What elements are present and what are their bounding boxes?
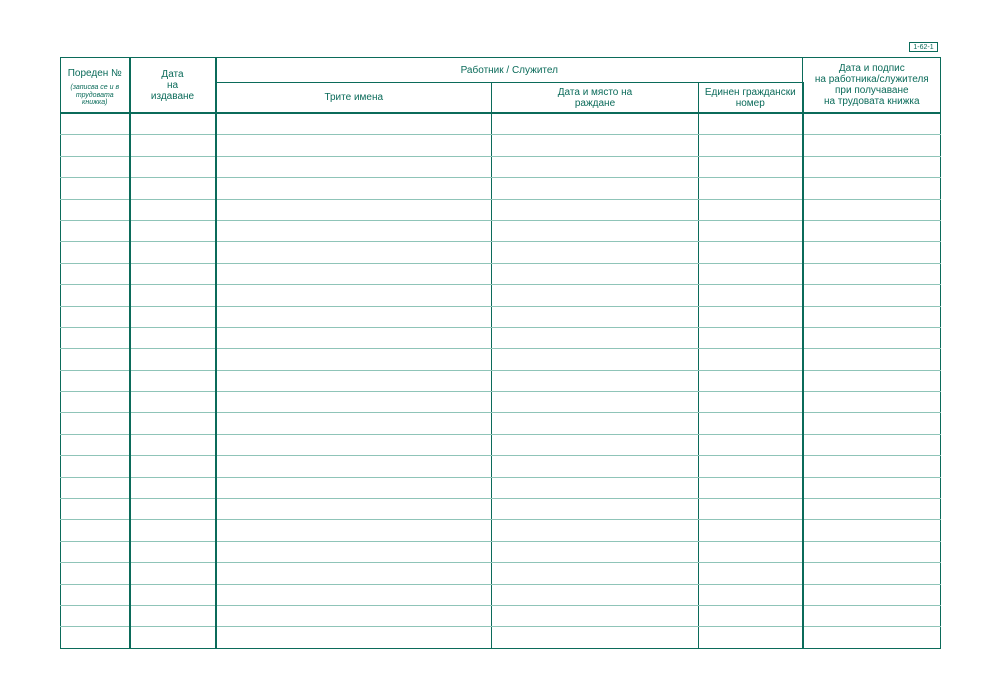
cell-personal-id[interactable]: [699, 220, 803, 241]
table-row: [61, 178, 941, 199]
cell-serial-no[interactable]: [61, 456, 130, 477]
cell-serial-no[interactable]: [61, 413, 130, 434]
table-row: [61, 605, 941, 626]
cell-receipt-signature[interactable]: [803, 327, 941, 348]
cell-serial-no[interactable]: [61, 563, 130, 584]
cell-personal-id[interactable]: [699, 392, 803, 413]
cell-serial-no[interactable]: [61, 327, 130, 348]
cell-issue-date[interactable]: [130, 456, 216, 477]
cell-receipt-signature[interactable]: [803, 306, 941, 327]
cell-full-name[interactable]: [216, 434, 492, 455]
cell-full-name[interactable]: [216, 263, 492, 284]
cell-full-name[interactable]: [216, 327, 492, 348]
cell-serial-no[interactable]: [61, 499, 130, 520]
cell-receipt-signature[interactable]: [803, 349, 941, 370]
cell-serial-no[interactable]: [61, 584, 130, 605]
cell-birth-date-place[interactable]: [492, 456, 699, 477]
cell-birth-date-place[interactable]: [492, 434, 699, 455]
cell-full-name[interactable]: [216, 605, 492, 626]
cell-full-name[interactable]: [216, 220, 492, 241]
cell-birth-date-place[interactable]: [492, 520, 699, 541]
cell-personal-id[interactable]: [699, 306, 803, 327]
cell-receipt-signature[interactable]: [803, 370, 941, 391]
cell-receipt-signature[interactable]: [803, 178, 941, 199]
table-row: [61, 541, 941, 562]
cell-full-name[interactable]: [216, 499, 492, 520]
cell-issue-date[interactable]: [130, 563, 216, 584]
cell-issue-date[interactable]: [130, 242, 216, 263]
table-row: [61, 220, 941, 241]
form-code: 1-62-1: [909, 42, 938, 52]
cell-personal-id[interactable]: [699, 477, 803, 498]
cell-receipt-signature[interactable]: [803, 584, 941, 605]
table-row: [61, 477, 941, 498]
cell-receipt-signature[interactable]: [803, 434, 941, 455]
cell-birth-date-place[interactable]: [492, 285, 699, 306]
table-row: [61, 392, 941, 413]
table-row: [61, 520, 941, 541]
cell-issue-date[interactable]: [130, 327, 216, 348]
cell-birth-date-place[interactable]: [492, 605, 699, 626]
cell-personal-id[interactable]: [699, 520, 803, 541]
cell-receipt-signature[interactable]: [803, 456, 941, 477]
cell-personal-id[interactable]: [699, 434, 803, 455]
cell-personal-id[interactable]: [699, 242, 803, 263]
table-row: [61, 413, 941, 434]
cell-birth-date-place[interactable]: [492, 563, 699, 584]
cell-serial-no[interactable]: [61, 627, 130, 648]
cell-receipt-signature[interactable]: [803, 605, 941, 626]
table-row: [61, 627, 941, 648]
cell-personal-id[interactable]: [699, 627, 803, 648]
cell-receipt-signature[interactable]: [803, 113, 941, 135]
cell-serial-no[interactable]: [61, 220, 130, 241]
cell-personal-id[interactable]: [699, 156, 803, 177]
cell-receipt-signature[interactable]: [803, 627, 941, 648]
cell-serial-no[interactable]: [61, 242, 130, 263]
cell-receipt-signature[interactable]: [803, 541, 941, 562]
cell-serial-no[interactable]: [61, 263, 130, 284]
cell-receipt-signature[interactable]: [803, 413, 941, 434]
table-row: [61, 113, 941, 135]
cell-full-name[interactable]: [216, 306, 492, 327]
cell-full-name[interactable]: [216, 541, 492, 562]
cell-personal-id[interactable]: [699, 285, 803, 306]
cell-receipt-signature[interactable]: [803, 285, 941, 306]
cell-personal-id[interactable]: [699, 199, 803, 220]
header-serial-no-note: (записва се и в трудовата книжка): [70, 84, 120, 107]
cell-personal-id[interactable]: [699, 413, 803, 434]
cell-birth-date-place[interactable]: [492, 499, 699, 520]
cell-birth-date-place[interactable]: [492, 370, 699, 391]
cell-issue-date[interactable]: [130, 499, 216, 520]
cell-personal-id[interactable]: [699, 327, 803, 348]
cell-serial-no[interactable]: [61, 520, 130, 541]
table-row: [61, 456, 941, 477]
table-row: [61, 242, 941, 263]
header-issue-date: Дата на издаване: [130, 58, 216, 114]
table-row: [61, 156, 941, 177]
table-row: [61, 263, 941, 284]
cell-serial-no[interactable]: [61, 199, 130, 220]
cell-birth-date-place[interactable]: [492, 413, 699, 434]
cell-receipt-signature[interactable]: [803, 520, 941, 541]
cell-issue-date[interactable]: [130, 434, 216, 455]
cell-issue-date[interactable]: [130, 627, 216, 648]
cell-full-name[interactable]: [216, 520, 492, 541]
cell-serial-no[interactable]: [61, 477, 130, 498]
cell-receipt-signature[interactable]: [803, 135, 941, 156]
cell-full-name[interactable]: [216, 563, 492, 584]
cell-receipt-signature[interactable]: [803, 242, 941, 263]
cell-birth-date-place[interactable]: [492, 477, 699, 498]
cell-full-name[interactable]: [216, 199, 492, 220]
cell-birth-date-place[interactable]: [492, 242, 699, 263]
cell-serial-no[interactable]: [61, 541, 130, 562]
register-table: [60, 57, 941, 649]
cell-full-name[interactable]: [216, 285, 492, 306]
cell-serial-no[interactable]: [61, 434, 130, 455]
cell-birth-date-place[interactable]: [492, 199, 699, 220]
cell-issue-date[interactable]: [130, 413, 216, 434]
cell-birth-date-place[interactable]: [492, 263, 699, 284]
cell-issue-date[interactable]: [130, 199, 216, 220]
cell-personal-id[interactable]: [699, 135, 803, 156]
cell-birth-date-place[interactable]: [492, 392, 699, 413]
cell-issue-date[interactable]: [130, 370, 216, 391]
table-row: [61, 306, 941, 327]
cell-personal-id[interactable]: [699, 370, 803, 391]
cell-full-name[interactable]: [216, 242, 492, 263]
cell-birth-date-place[interactable]: [492, 135, 699, 156]
cell-receipt-signature[interactable]: [803, 499, 941, 520]
header-birth-date-place: Дата и място на раждане: [492, 83, 699, 114]
table-row: [61, 584, 941, 605]
cell-receipt-signature[interactable]: [803, 563, 941, 584]
cell-personal-id[interactable]: [699, 349, 803, 370]
cell-issue-date[interactable]: [130, 349, 216, 370]
cell-receipt-signature[interactable]: [803, 156, 941, 177]
cell-birth-date-place[interactable]: [492, 327, 699, 348]
register-body: [61, 113, 941, 648]
table-row: [61, 285, 941, 306]
cell-issue-date[interactable]: [130, 113, 216, 135]
cell-full-name[interactable]: [216, 349, 492, 370]
cell-personal-id[interactable]: [699, 584, 803, 605]
cell-full-name[interactable]: [216, 392, 492, 413]
table-row: [61, 499, 941, 520]
cell-issue-date[interactable]: [130, 220, 216, 241]
cell-full-name[interactable]: [216, 413, 492, 434]
cell-birth-date-place[interactable]: [492, 306, 699, 327]
cell-birth-date-place[interactable]: [492, 178, 699, 199]
cell-birth-date-place[interactable]: [492, 349, 699, 370]
cell-serial-no[interactable]: [61, 370, 130, 391]
cell-serial-no[interactable]: [61, 306, 130, 327]
cell-personal-id[interactable]: [699, 541, 803, 562]
cell-birth-date-place[interactable]: [492, 113, 699, 135]
cell-full-name[interactable]: [216, 370, 492, 391]
cell-serial-no[interactable]: [61, 392, 130, 413]
cell-full-name[interactable]: [216, 156, 492, 177]
cell-issue-date[interactable]: [130, 306, 216, 327]
cell-receipt-signature[interactable]: [803, 199, 941, 220]
cell-full-name[interactable]: [216, 135, 492, 156]
cell-serial-no[interactable]: [61, 285, 130, 306]
header-receipt-signature: Дата и подпис на работника/служителя при получаване на трудовата книжка: [803, 58, 941, 114]
table-row: [61, 199, 941, 220]
table-row: [61, 349, 941, 370]
cell-full-name[interactable]: [216, 477, 492, 498]
cell-full-name[interactable]: [216, 456, 492, 477]
table-row: [61, 135, 941, 156]
cell-issue-date[interactable]: [130, 477, 216, 498]
header-serial-no: [61, 58, 130, 114]
cell-birth-date-place[interactable]: [492, 156, 699, 177]
cell-full-name[interactable]: [216, 113, 492, 135]
cell-birth-date-place[interactable]: [492, 584, 699, 605]
table-row: [61, 370, 941, 391]
cell-personal-id[interactable]: [699, 499, 803, 520]
cell-issue-date[interactable]: [130, 156, 216, 177]
cell-issue-date[interactable]: [130, 178, 216, 199]
cell-issue-date[interactable]: [130, 584, 216, 605]
cell-personal-id[interactable]: [699, 178, 803, 199]
header-personal-id: Единен граждански номер: [699, 83, 803, 114]
cell-personal-id[interactable]: [699, 605, 803, 626]
cell-personal-id[interactable]: [699, 263, 803, 284]
cell-full-name[interactable]: [216, 178, 492, 199]
cell-birth-date-place[interactable]: [492, 220, 699, 241]
cell-serial-no[interactable]: [61, 135, 130, 156]
cell-serial-no[interactable]: [61, 113, 130, 135]
cell-full-name[interactable]: [216, 584, 492, 605]
header-employee-group: Работник / Служител: [216, 58, 803, 83]
cell-issue-date[interactable]: [130, 520, 216, 541]
header-full-name: Трите имена: [216, 83, 492, 114]
cell-birth-date-place[interactable]: [492, 627, 699, 648]
cell-receipt-signature[interactable]: [803, 392, 941, 413]
cell-issue-date[interactable]: [130, 392, 216, 413]
cell-receipt-signature[interactable]: [803, 477, 941, 498]
cell-issue-date[interactable]: [130, 541, 216, 562]
cell-issue-date[interactable]: [130, 605, 216, 626]
cell-issue-date[interactable]: [130, 135, 216, 156]
cell-receipt-signature[interactable]: [803, 263, 941, 284]
cell-serial-no[interactable]: [61, 178, 130, 199]
table-row: [61, 434, 941, 455]
cell-birth-date-place[interactable]: [492, 541, 699, 562]
cell-personal-id[interactable]: [699, 563, 803, 584]
table-row: [61, 327, 941, 348]
cell-receipt-signature[interactable]: [803, 220, 941, 241]
cell-personal-id[interactable]: [699, 456, 803, 477]
cell-serial-no[interactable]: [61, 156, 130, 177]
header-serial-no-label: Пореден №: [67, 68, 122, 80]
cell-personal-id[interactable]: [699, 113, 803, 135]
cell-issue-date[interactable]: [130, 263, 216, 284]
cell-issue-date[interactable]: [130, 285, 216, 306]
cell-serial-no[interactable]: [61, 605, 130, 626]
cell-full-name[interactable]: [216, 627, 492, 648]
table-row: [61, 563, 941, 584]
cell-serial-no[interactable]: [61, 349, 130, 370]
